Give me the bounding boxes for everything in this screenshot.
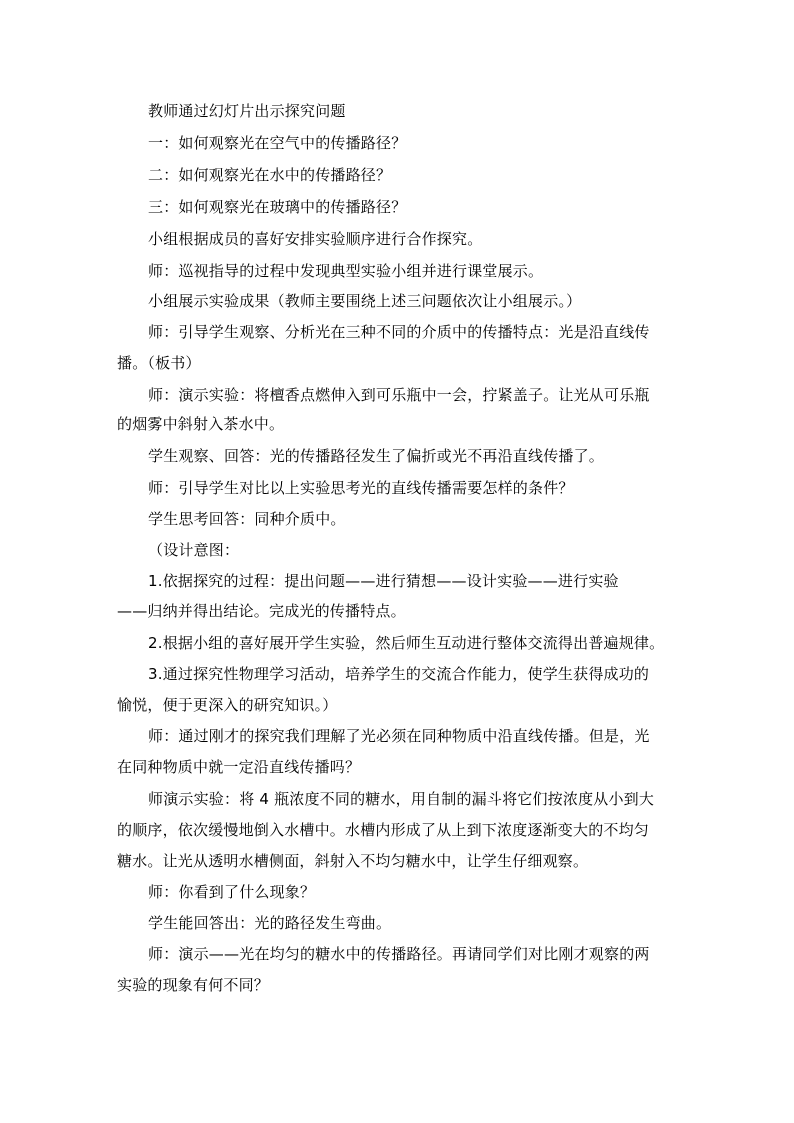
paragraph-line: ——归纳并得出结论。完成光的传播特点。 xyxy=(117,602,406,620)
paragraph-line: 愉悦，便于更深入的研究知识。） xyxy=(117,696,338,714)
paragraph-line: 小组展示实验成果（教师主要围绕上述三问题依次让小组展示。） xyxy=(148,292,582,310)
paragraph-line: 师：你看到了什么现象？ xyxy=(148,883,316,901)
paragraph-line: 播。（板书） xyxy=(117,354,201,372)
paragraph-line: 在同种物质中就一定沿直线传播吗？ xyxy=(117,758,361,776)
paragraph-line: 一：如何观察光在空气中的传播路径？ xyxy=(148,134,407,152)
paragraph-line: 教师通过幻灯片出示探究问题 xyxy=(148,102,346,120)
paragraph-line: 学生思考回答：同种介质中。 xyxy=(148,510,346,528)
paragraph-line: 师：通过刚才的探究我们理解了光必须在同种物质中沿直线传播。但是，光 xyxy=(148,727,650,745)
paragraph-line: 师：引导学生观察、分析光在三种不同的介质中的传播特点：光是沿直线传 xyxy=(148,323,650,341)
paragraph-line: 师：演示实验：将檀香点燃伸入到可乐瓶中一会，拧紧盖子。让光从可乐瓶 xyxy=(148,386,650,404)
paragraph-line: （设计意图： xyxy=(148,541,240,559)
paragraph-line: 师：引导学生对比以上实验思考光的直线传播需要怎样的条件？ xyxy=(148,479,574,497)
paragraph-line: 学生能回答出：光的路径发生弯曲。 xyxy=(148,914,392,932)
paragraph-line: 师：演示——光在均匀的糖水中的传播路径。再请同学们对比刚才观察的两 xyxy=(148,945,650,963)
paragraph-line: 的烟雾中斜射入茶水中。 xyxy=(117,415,285,433)
paragraph-line: 师演示实验：将 4 瓶浓度不同的糖水，用自制的漏斗将它们按浓度从小到大 xyxy=(148,790,655,808)
paragraph-line: 师：巡视指导的过程中发现典型实验小组并进行课堂展示。 xyxy=(148,262,544,280)
paragraph-line: 的顺序，依次缓慢地倒入水槽中。水槽内形成了从上到下浓度逐渐变大的不均匀 xyxy=(117,821,650,839)
paragraph-line: 实验的现象有何不同？ xyxy=(117,976,270,994)
paragraph-line: 学生观察、回答：光的传播路径发生了偏折或光不再沿直线传播了。 xyxy=(148,447,605,465)
paragraph-line: 小组根据成员的喜好安排实验顺序进行合作探究。 xyxy=(148,230,483,248)
paragraph-line: 2.根据小组的喜好展开学生实验，然后师生互动进行整体交流得出普遍规律。 xyxy=(148,634,665,652)
paragraph-line: 三：如何观察光在玻璃中的传播路径？ xyxy=(148,198,407,216)
paragraph-line: 3.通过探究性物理学习活动，培养学生的交流合作能力，使学生获得成功的 xyxy=(148,665,650,683)
paragraph-line: 糖水。让光从透明水槽侧面，斜射入不均匀糖水中，让学生仔细观察。 xyxy=(117,852,589,870)
paragraph-line: 1.依据探究的过程：提出问题——进行猜想——设计实验——进行实验 xyxy=(148,572,619,590)
paragraph-line: 二：如何观察光在水中的传播路径？ xyxy=(148,166,392,184)
